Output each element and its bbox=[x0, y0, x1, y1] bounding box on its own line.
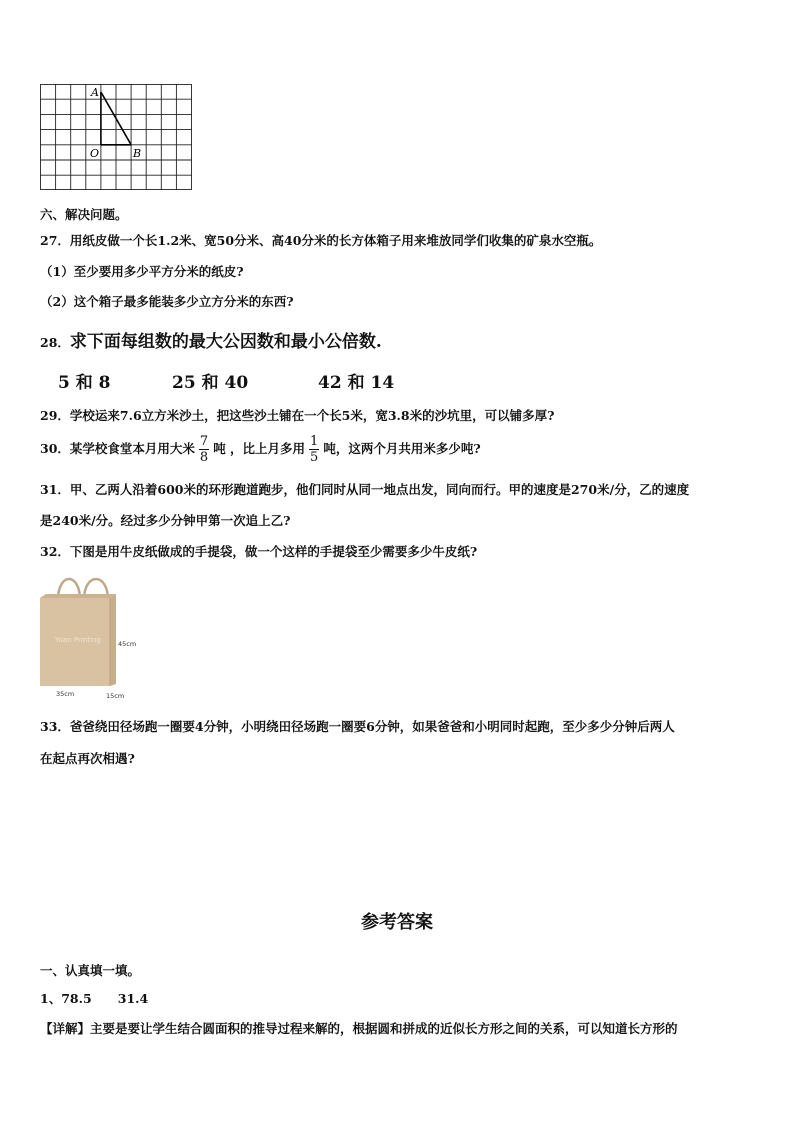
q27-text: 27．用纸皮做一个长1.2米、宽50分米、高40分米的长方体箱子用来堆放同学们收集的矿泉水空瓶。 bbox=[40, 233, 602, 248]
q33-line2: 在起点再次相遇? bbox=[40, 751, 135, 766]
q28-group-2: 25 和 40 bbox=[172, 373, 249, 393]
answers-section1: 一、认真填一填。 bbox=[40, 963, 141, 978]
q30-before: 30．某学校食堂本月用大米 bbox=[40, 441, 195, 456]
q30-frac1-denominator: 8 bbox=[199, 450, 209, 465]
q30-middle: 吨 ，比上月多用 bbox=[213, 441, 306, 456]
paper-bag-drawing bbox=[36, 574, 146, 702]
q28-title: 求下面每组数的最大公因数和最小公倍数. bbox=[69, 332, 382, 352]
q31-line1: 31．甲、乙两人沿着600米的环形跑道跑步，他们同时从同一地点出发，同向而行。甲的速度是270米/分，乙的速度 bbox=[40, 482, 690, 497]
q30-frac1-numerator: 7 bbox=[199, 434, 209, 449]
q27-part2: （2）这个箱子最多能装多少立方分米的东西? bbox=[40, 294, 294, 309]
q28-text: 28．求下面每组数的最大公因数和最小公倍数. bbox=[40, 332, 382, 352]
q28-group-3: 42 和 14 bbox=[318, 373, 395, 393]
answer-1: 1、78.5 31.4 bbox=[40, 991, 149, 1006]
point-b-label: B bbox=[133, 147, 142, 160]
answers-title: 参考答案 bbox=[361, 912, 433, 933]
bag-watermark: Yuan Printing bbox=[55, 636, 101, 644]
q30-after: 吨，这两个月共用米多少吨? bbox=[323, 441, 481, 456]
q30-frac2-denominator: 5 bbox=[310, 450, 319, 465]
q30-frac2-numerator: 1 bbox=[310, 434, 319, 449]
point-o-label: O bbox=[90, 147, 100, 160]
q33-line1: 33．爸爸绕田径场跑一圈要4分钟，小明绕田径场跑一圈要6分钟，如果爸爸和小明同时起跑，至少多少分钟后两人 bbox=[40, 719, 675, 734]
q30-fraction-1 bbox=[199, 434, 209, 465]
q30-fraction-2 bbox=[309, 434, 319, 465]
q30-line bbox=[40, 434, 481, 465]
section6-heading: 六、解决问题。 bbox=[40, 207, 128, 222]
q31-line2: 是240米/分。经过多少分钟甲第一次追上乙? bbox=[40, 513, 291, 528]
q28-group-1: 5 和 8 bbox=[58, 373, 111, 393]
bag-height-label: 45cm bbox=[118, 640, 137, 648]
point-a-label: A bbox=[91, 86, 99, 99]
paper-bag-image bbox=[36, 574, 146, 702]
grid-figure bbox=[40, 84, 192, 190]
answer-detail: 【详解】主要是要让学生结合圆面积的推导过程来解的，根据圆和拼成的近似长方形之间的关系，可以知道长方形的 bbox=[40, 1021, 678, 1036]
q32-text: 32．下图是用牛皮纸做成的手提袋，做一个这样的手提袋至少需要多少牛皮纸? bbox=[40, 544, 478, 559]
bag-width-label: 15cm bbox=[106, 692, 125, 700]
q27-part1: （1）至少要用多少平方分米的纸皮? bbox=[40, 264, 244, 279]
q29-text: 29．学校运来7.6立方米沙土，把这些沙土铺在一个长5米，宽3.8米的沙坑里，可以铺多厚? bbox=[40, 408, 555, 423]
grid-diagram bbox=[40, 84, 192, 190]
bag-length-label: 35cm bbox=[56, 690, 75, 698]
